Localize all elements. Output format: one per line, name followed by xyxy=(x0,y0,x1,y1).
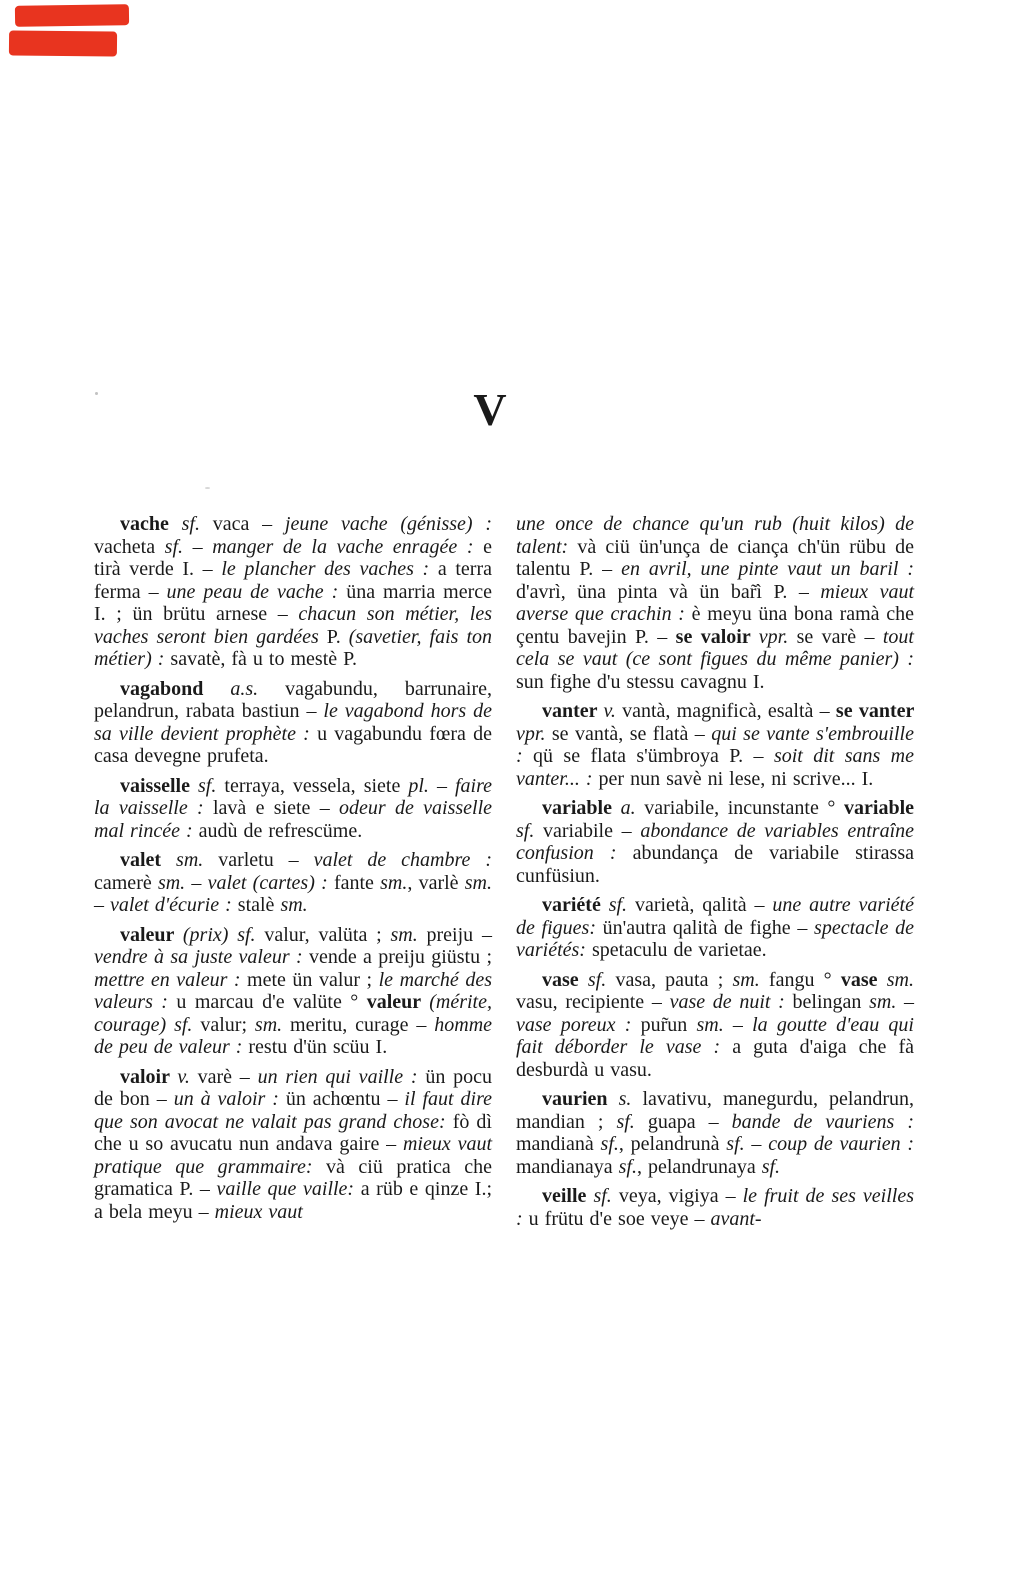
entry-valoir xyxy=(94,1066,492,1224)
text-run: a terra ferma – xyxy=(94,558,492,603)
headword: vase xyxy=(840,968,887,991)
text-run: vaca – xyxy=(212,513,285,535)
text-run: fangu ° xyxy=(768,968,841,991)
text-run: veya, vigiya – xyxy=(618,1185,743,1207)
italic-text-run: le marché des valeurs : xyxy=(94,968,492,1013)
entry-vagabond xyxy=(94,678,492,768)
italic-text-run: sf. xyxy=(516,819,544,842)
text-run: a rüb e qinze I.; a bela meyu – xyxy=(94,1178,493,1223)
headword: variable xyxy=(844,797,915,819)
headword: vache xyxy=(120,513,182,535)
italic-text-run: tout cela se vaut (ce sont figues du même panier) : xyxy=(516,625,914,670)
italic-text-run: mieux vaut pratique que grammaire: xyxy=(94,1133,493,1178)
italic-text-run: bande de vauriens : xyxy=(731,1110,914,1133)
italic-text-run: mettre en valeur : xyxy=(94,968,248,991)
entry-vanter xyxy=(516,700,914,790)
text-run: restu d'ün scüu I. xyxy=(248,1036,388,1058)
headword: valet xyxy=(120,849,177,871)
text-run: a guta d'aiga che fà desburdà u vasu. xyxy=(516,1036,914,1081)
italic-text-run: un à valoir : xyxy=(173,1088,286,1110)
text-run: per nun savè ni lese, ni scrive... I. xyxy=(598,767,874,790)
italic-text-run: sm. xyxy=(157,871,192,894)
text-run: – xyxy=(904,991,915,1013)
text-run: fò dì che u so avucatu nun andava gaire – xyxy=(94,1110,492,1155)
text-run: vasa, pauta ; xyxy=(615,968,733,991)
italic-text-run: vase de nuit : xyxy=(669,991,793,1013)
italic-text-run: sf. – manger de la vache enragée : xyxy=(164,535,484,558)
italic-text-run: sm. xyxy=(176,849,219,871)
italic-text-run: le vagabond hors de sa ville devient prophète : xyxy=(94,700,492,745)
text-run: pur̃un xyxy=(640,1013,697,1036)
entry-valoir-continued xyxy=(516,513,914,693)
italic-text-run: le plancher des vaches : xyxy=(221,558,438,580)
text-run: preiju – xyxy=(426,923,492,946)
text-run: varietà, qalità – xyxy=(634,894,773,916)
headword: valeur xyxy=(120,923,183,946)
italic-text-run: sm. xyxy=(732,968,769,991)
italic-text-run: a. xyxy=(620,797,645,819)
headword: variété xyxy=(542,894,609,916)
text-run: – xyxy=(732,1013,753,1036)
text-run: – xyxy=(94,894,110,916)
text-run: P. xyxy=(326,625,349,648)
italic-text-run: sf. xyxy=(616,1110,648,1133)
italic-text-run: sf. xyxy=(587,968,616,991)
text-run: se vantà, se flatà – xyxy=(551,722,712,745)
italic-text-run: sf. xyxy=(726,1133,752,1155)
italic-text-run: en avril, une pinte vaut un baril : xyxy=(621,558,914,580)
text-run: vantà, magnificà, esaltà – xyxy=(622,700,836,722)
italic-text-run: odeur de vaisselle mal rincée : xyxy=(94,797,493,842)
text-run: mandianaya xyxy=(516,1155,619,1178)
italic-text-run: coup de vaurien : xyxy=(768,1133,915,1155)
headword: se vanter xyxy=(835,700,914,722)
italic-text-run: une autre variété de figues: xyxy=(516,894,914,939)
italic-text-run: sm. xyxy=(390,923,427,946)
text-run: lavativu, manegurdu, pelandrun, mandian ; xyxy=(516,1088,914,1133)
headword: se valoir xyxy=(675,625,759,648)
text-run: üna marria merce I. ; ün brütu arnese – xyxy=(94,580,492,625)
italic-text-run: la goutte d'eau qui fait déborder le vase : xyxy=(516,1013,914,1058)
italic-text-run: sm. xyxy=(380,871,408,894)
italic-text-run: sm. xyxy=(886,968,914,991)
italic-text-run: sf. xyxy=(593,1185,619,1207)
italic-text-run: sf. xyxy=(761,1155,781,1178)
italic-text-run: mieux vaut xyxy=(214,1200,303,1223)
italic-text-run: valet d'écurie : xyxy=(110,894,238,916)
italic-text-run: sm. xyxy=(280,894,308,916)
text-run: varletu – xyxy=(218,849,314,871)
italic-text-run: (prix) sf. xyxy=(182,923,265,946)
red-scribble-mark-1 xyxy=(15,4,129,27)
text-run: , pelandrunaya xyxy=(636,1155,762,1178)
italic-text-run: abondance de variables entraîne confusion : xyxy=(516,819,915,864)
italic-text-run: chacun son métier, les vaches seront bien gardées xyxy=(94,603,492,648)
red-scribble-mark-2 xyxy=(9,30,117,56)
italic-text-run: (mérite, courage) sf. xyxy=(94,991,492,1036)
text-run: sun fighe d'u stessu cavagnu I. xyxy=(516,670,765,693)
text-run: qü se flata s'ümbroya P. – xyxy=(533,745,774,767)
italic-text-run: soit dit sans me vanter... : xyxy=(516,745,914,790)
italic-text-run: sm. xyxy=(696,1013,733,1036)
italic-text-run: il faut dire que son avocat ne valait pas grand chose: xyxy=(94,1088,492,1133)
text-run: u marcau d'e valüte ° xyxy=(176,991,367,1013)
italic-text-run: sf. xyxy=(618,1155,637,1178)
italic-text-run: une once de chance qu'un rub (huit kilos) de talent: xyxy=(516,513,914,558)
left-column xyxy=(94,513,492,1237)
entry-vaurien xyxy=(516,1088,914,1178)
text-run: terraya, vessela, siete xyxy=(224,774,409,797)
italic-text-run: sf. xyxy=(608,894,635,916)
text-run: ün pocu de bon – xyxy=(94,1065,492,1110)
headword: valoir xyxy=(120,1065,178,1088)
text-run: – xyxy=(751,1133,769,1155)
dictionary-columns xyxy=(94,513,914,1237)
headword: variable xyxy=(542,797,621,819)
text-run: u frütu d'e soe veye – xyxy=(528,1207,711,1230)
italic-text-run: vaille que vaille: xyxy=(216,1178,361,1200)
headword: vanter xyxy=(542,700,604,722)
text-run: spetaculu de varietae. xyxy=(591,939,767,961)
text-run: stalè xyxy=(237,894,281,916)
section-letter-heading: V xyxy=(473,384,508,435)
headword: valeur xyxy=(366,991,430,1013)
text-run: vagabundu, barrunaire, pelandrun, rabata bastiun – xyxy=(94,677,492,722)
italic-text-run: pl. – faire la vaisselle : xyxy=(94,774,493,819)
text-run: camerè xyxy=(94,871,158,894)
headword: veille xyxy=(542,1185,594,1207)
text-run: u vagabundu fœra de casa devegne prufeta. xyxy=(94,722,492,767)
page-speck xyxy=(205,487,210,489)
italic-text-run: sf. xyxy=(198,774,225,797)
text-run: audù de refrescüme. xyxy=(198,819,363,842)
text-run: vacheta xyxy=(94,535,165,558)
text-run: guapa – xyxy=(647,1110,732,1133)
entry-variete xyxy=(516,894,914,962)
text-run: mandianà xyxy=(516,1133,601,1155)
italic-text-run: a.s. xyxy=(230,677,286,700)
italic-text-run: spectacle de variétés: xyxy=(516,916,915,961)
italic-text-run: sf. xyxy=(600,1133,619,1155)
italic-text-run: s. xyxy=(618,1088,643,1110)
text-run: vende a preiju giüstu ; xyxy=(308,946,492,968)
italic-text-run: valet (cartes) : xyxy=(207,871,334,894)
text-run: valur; xyxy=(200,1013,255,1036)
text-run: d'avrì, üna pinta và ün bar̃ì P. – xyxy=(516,580,821,603)
text-run: vasu, recipiente – xyxy=(516,991,670,1013)
italic-text-run: vendre à sa juste valeur : xyxy=(94,946,309,968)
text-run: – xyxy=(191,871,208,894)
text-run: belingan xyxy=(792,991,870,1013)
text-run: , varlè xyxy=(407,871,465,894)
italic-text-run: une peau de vache : xyxy=(166,580,347,603)
text-run: e tirà verde I. – xyxy=(94,535,492,580)
entry-valeur xyxy=(94,924,492,1059)
entry-vache xyxy=(94,513,492,671)
italic-text-run: vpr. xyxy=(516,722,552,745)
headword: vagabond xyxy=(120,677,231,700)
text-run: variabile – xyxy=(543,819,641,842)
headword: vaurien xyxy=(542,1088,619,1110)
italic-text-run: jeune vache (génisse) : xyxy=(284,513,492,535)
text-run: è meyu üna bona ramà che çentu bavejin P. – xyxy=(516,603,915,648)
italic-text-run: vase poreux : xyxy=(516,1013,641,1036)
text-run: valur, valüta ; xyxy=(264,923,391,946)
text-run: ün'autra qalità de fighe – xyxy=(602,916,815,939)
italic-text-run: sm. xyxy=(464,871,492,894)
italic-text-run: v. xyxy=(177,1065,198,1088)
text-run: mete ün valur ; xyxy=(247,968,379,991)
italic-text-run: homme de peu de valeur : xyxy=(94,1013,493,1058)
italic-text-run: sm. xyxy=(254,1013,291,1036)
text-run: lavà e siete – xyxy=(212,797,340,819)
headword: vase xyxy=(542,968,588,991)
text-run: meritu, curage – xyxy=(290,1013,435,1036)
italic-text-run: avant- xyxy=(710,1207,762,1230)
entry-vase xyxy=(516,969,914,1082)
text-run: và ciü ün'unça de ciança ch'ün rübu de talentu P. – xyxy=(516,535,914,580)
italic-text-run: vpr. xyxy=(758,625,797,648)
italic-text-run: mieux vaut averse que crachin : xyxy=(516,580,914,625)
text-run: variabile, incunstante ° xyxy=(644,797,845,819)
text-run: varè – xyxy=(197,1065,258,1088)
text-run: ün achœntu – xyxy=(285,1088,405,1110)
text-run: abundança de variabile stirassa cunfüsiun. xyxy=(516,842,914,887)
text-run: , pelandrunà xyxy=(618,1133,727,1155)
italic-text-run: sf. xyxy=(181,513,213,535)
text-run: và ciü pratica che gramatica P. – xyxy=(94,1155,493,1200)
italic-text-run: qui se vante s'embrouille : xyxy=(516,722,914,767)
italic-text-run: valet de chambre : xyxy=(313,849,492,871)
entry-valet xyxy=(94,849,492,917)
entry-variable xyxy=(516,797,914,887)
right-column xyxy=(516,513,914,1237)
italic-text-run: le fruit de ses veilles : xyxy=(516,1185,914,1230)
italic-text-run: sm. xyxy=(869,991,905,1013)
text-run: fante xyxy=(333,871,381,894)
entry-veille xyxy=(516,1185,914,1230)
italic-text-run: un rien qui vaille : xyxy=(257,1065,426,1088)
entry-vaisselle xyxy=(94,775,492,843)
italic-text-run: v. xyxy=(603,700,623,722)
text-run: savatè, fà u to mestè P. xyxy=(170,648,358,670)
text-run: se varè – xyxy=(796,625,883,648)
headword: vaisselle xyxy=(120,774,199,797)
italic-text-run: (savetier, fais ton métier) : xyxy=(94,625,492,670)
